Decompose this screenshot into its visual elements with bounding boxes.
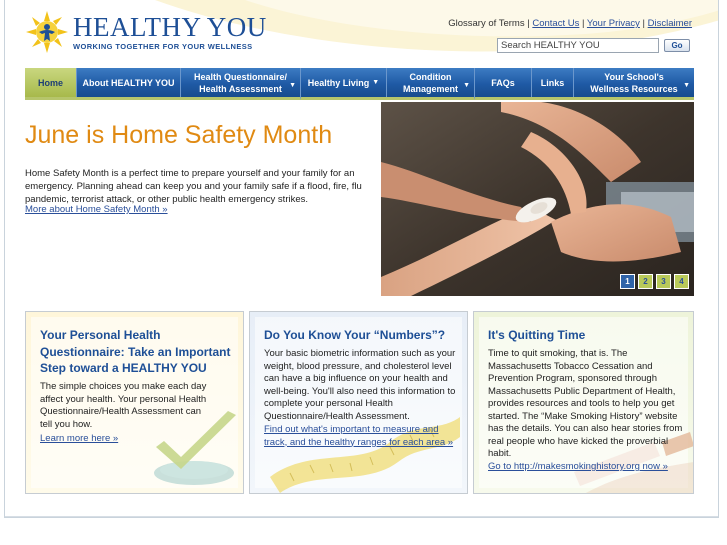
slide-page-3[interactable]: 3 <box>656 274 671 289</box>
search-input[interactable] <box>497 38 659 53</box>
nav-about[interactable] <box>77 68 181 97</box>
bandage-hands-photo <box>381 102 694 296</box>
utility-links <box>448 18 692 29</box>
link-separator: | <box>581 18 585 29</box>
nav-hq-label <box>194 71 287 95</box>
nav-links-label: Links <box>540 77 565 88</box>
disclaimer-link[interactable]: Disclaimer <box>647 18 692 29</box>
nav-cond-line1: Condition <box>409 71 452 82</box>
link-separator: | <box>642 18 646 29</box>
chevron-down-icon: ▼ <box>683 82 690 89</box>
nav-school-wellness[interactable] <box>574 68 694 100</box>
search-go-button[interactable]: Go <box>664 39 690 52</box>
chevron-down-icon: ▼ <box>372 78 380 86</box>
slide-pager <box>617 274 689 289</box>
card-numbers-link[interactable]: Find out what's important to measure and track, and the healthy ranges for each area » <box>264 424 454 448</box>
card-numbers-body: Your basic biometric information such as your weight, blood pressure, and cholesterol level can have a big influence on your health and well-being. You'll also need this information to complete your personal Health Questionnaire/Health Assessment. <box>264 348 456 422</box>
nav-hq-line1: Health Questionnaire/ <box>193 71 288 82</box>
main-nav <box>25 68 694 100</box>
nav-school-line1: Your School's <box>604 71 664 82</box>
search-bar <box>497 38 690 53</box>
nav-hq-line2: Health Assessment <box>199 83 282 94</box>
nav-about-label: About HEALTHY YOU <box>82 77 175 88</box>
card-quitting <box>473 311 694 494</box>
card-questionnaire <box>25 311 244 494</box>
card-questionnaire-title: Your Personal Health Questionnaire: Take an Important Step toward a HEALTHY YOU <box>40 328 231 375</box>
nav-school-label <box>590 71 677 95</box>
card-quitting-body: Time to quit smoking, that is. The Massachusetts Tobacco Cessation and Prevention Program, sponsored through Massachusetts Public Department of Health, provides resources and tools to help you get started. The “Make Smoking History” website has the details. You can also hear stories from real people who have kicked the proverbial habit. <box>488 348 683 459</box>
hero-more-link[interactable]: More about Home Safety Month » <box>25 204 168 215</box>
nav-cond-line2: Management <box>402 83 458 94</box>
chevron-down-icon: ▼ <box>289 82 296 89</box>
card-numbers <box>249 311 468 494</box>
card-numbers-title: Do You Know Your “Numbers”? <box>264 328 446 342</box>
nav-faqs-label: FAQs <box>491 77 515 88</box>
nav-links[interactable] <box>532 68 574 97</box>
chevron-down-icon: ▼ <box>463 82 470 89</box>
slide-page-4[interactable]: 4 <box>674 274 689 289</box>
nav-healthy-living[interactable] <box>301 68 387 97</box>
card-questionnaire-link[interactable]: Learn more here » <box>40 433 119 444</box>
brand-name: HEALTHY YOU <box>73 12 267 42</box>
hero-photo <box>381 102 694 296</box>
nav-condition-management[interactable] <box>387 68 475 100</box>
contact-link[interactable]: Contact Us <box>532 18 580 29</box>
privacy-link[interactable]: Your Privacy <box>586 18 640 29</box>
nav-living-label: Healthy Living <box>307 77 370 88</box>
sun-figure-logo-icon <box>25 10 69 54</box>
slide-page-2[interactable]: 2 <box>638 274 653 289</box>
nav-cond-label <box>403 71 458 95</box>
nav-home[interactable] <box>25 68 77 97</box>
hero-title: June is Home Safety Month <box>25 121 333 149</box>
nav-school-line2: Wellness Resources <box>590 83 678 94</box>
nav-faqs[interactable] <box>475 68 532 97</box>
link-separator: | <box>527 18 530 29</box>
glossary-link[interactable]: Glossary of Terms <box>448 18 525 29</box>
slide-page-1[interactable]: 1 <box>620 274 635 289</box>
page-frame <box>4 0 719 518</box>
nav-home-label: Home <box>37 77 63 88</box>
card-quitting-title: It's Quitting Time <box>488 328 586 342</box>
card-questionnaire-body: The simple choices you make each day affect your health. Your personal Health Questionnaire/Health Assessment can tell you how. <box>40 381 207 430</box>
hero-body: Home Safety Month is a perfect time to prepare yourself and your family for an emergency. Planning ahead can keep you and your family safe if a flood, fire, flu pandemic, terrorist attack, or other public health emergency strikes. <box>25 168 362 206</box>
nav-health-questionnaire[interactable] <box>181 68 301 100</box>
card-quitting-link[interactable]: Go to http://makesmokinghistory.org now » <box>488 461 668 472</box>
site-logo[interactable] <box>25 10 267 54</box>
brand-tagline: WORKING TOGETHER FOR YOUR WELLNESS <box>73 42 253 51</box>
